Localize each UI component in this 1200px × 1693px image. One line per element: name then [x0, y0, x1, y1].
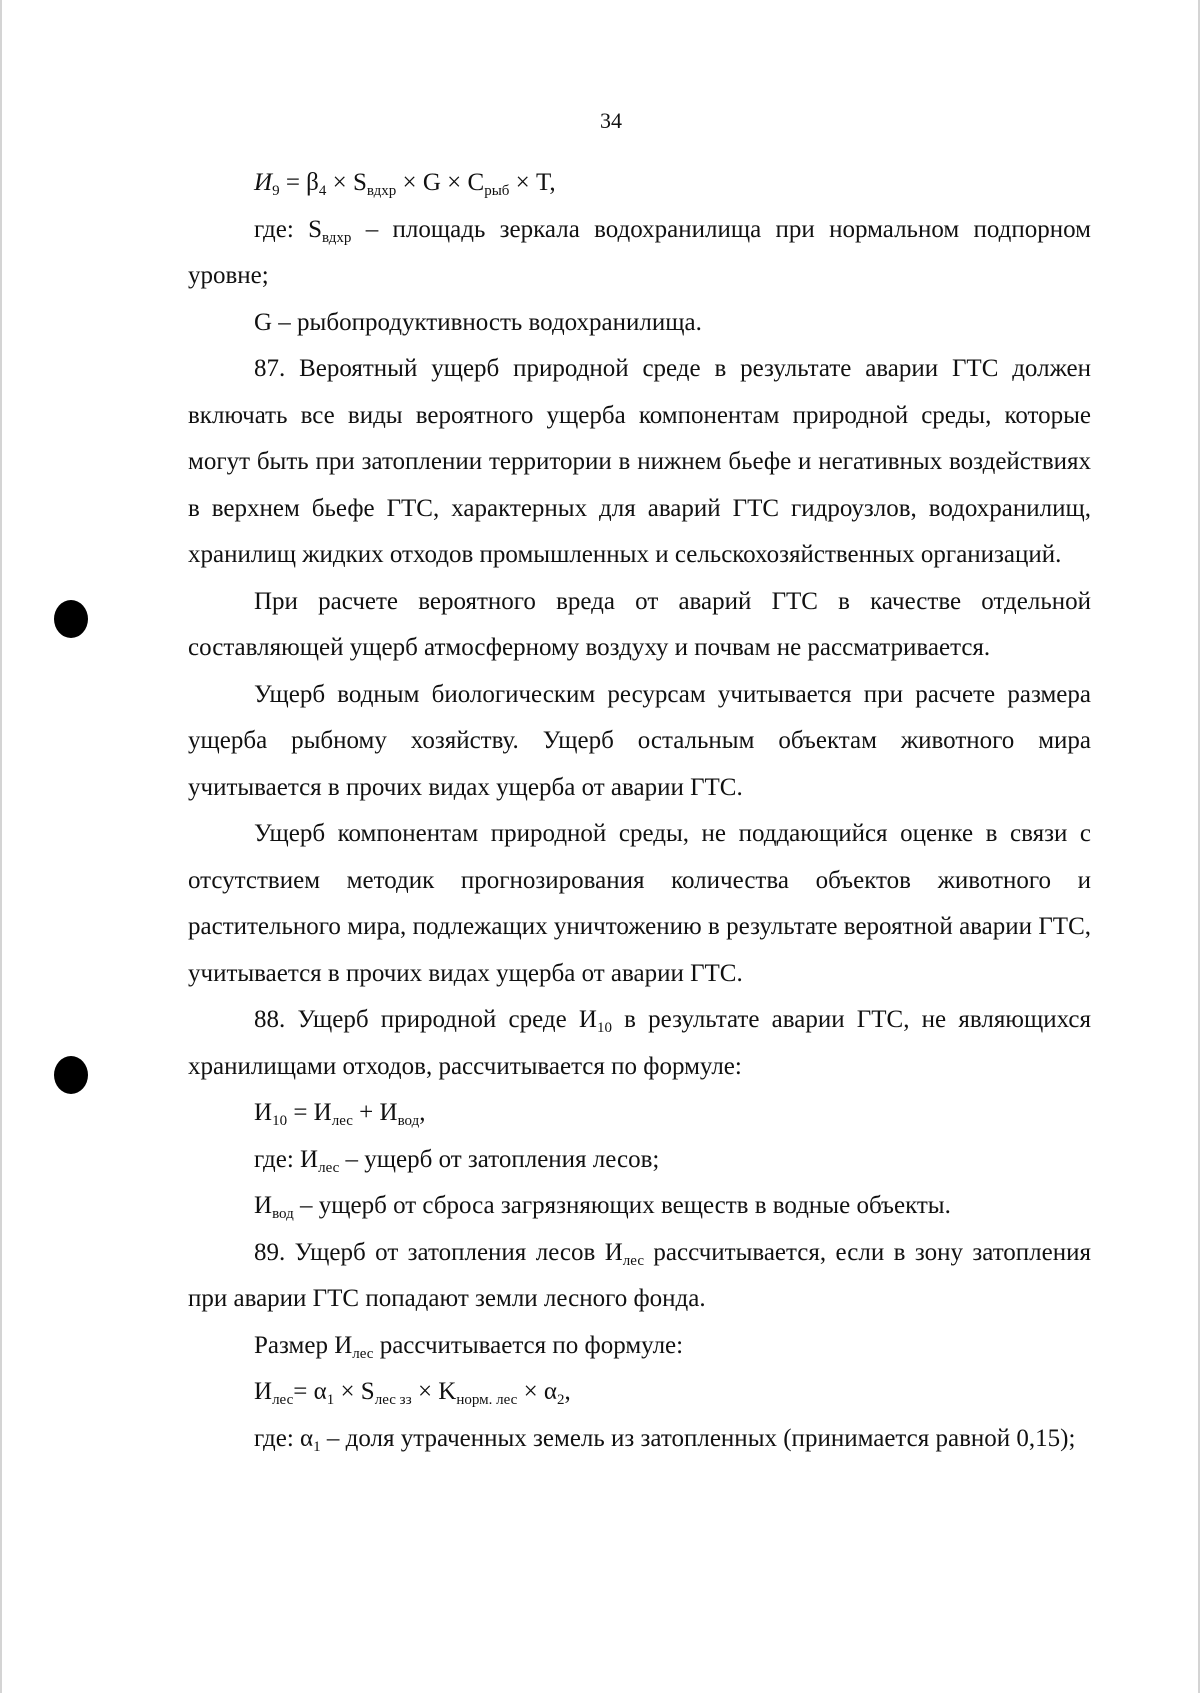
paragraph-89: 89. Ущерб от затопления лесов $И_{лес}$ рассчитывается, если в зону затопления при аварии ГТС попадают земли лесного фонда. [188, 1238, 1091, 1312]
page-number: 34 [600, 108, 622, 133]
definition-alpha1: где: $\alpha_1$ – доля утраченных земель из затопленных (принимается равной 0,15); [254, 1424, 1076, 1455]
punch-hole-bottom [54, 1056, 88, 1094]
definition-g: G – рыбопродуктивность водохранилища. [254, 308, 702, 336]
formula-i-les: $И_{лес}= \alpha_1 \times S_{лес зз} \times K_{норм. лес} \times \alpha_2$, [254, 1378, 571, 1408]
size-formula-intro: Размер $И_{лес}$ рассчитывается по формуле: [254, 1331, 684, 1362]
formula-i9-lhs: И [254, 169, 273, 196]
definition-s: где: $S_{вдхр}$ – площадь зеркала водохранилища при нормальном подпорном уровне; [188, 215, 1091, 289]
formula-i9: $И_9 = \beta_4 \times S_{вдхр} \times G \times C_{рыб} \times T$, [254, 169, 556, 199]
paragraph-bio-resources: Ущерб водным биологическим ресурсам учитывается при расчете размера ущерба рыбному хозяйству. Ущерб остальным объектам животного мира учитывается в прочих видах ущерба от аварии ГТС. [188, 680, 1091, 801]
paragraph-atmosphere: При расчете вероятного вреда от аварий ГТС в качестве отдельной составляющей ущерб атмосферному воздуху и почвам не рассматривается. [188, 587, 1091, 661]
formula-i10: $И_{10} = И_{лес} + И_{вод}$, [254, 1099, 426, 1129]
paragraph-88: 88. Ущерб природной среде $И_{10}$ в результате аварии ГТС, не являющихся хранилищами отходов, рассчитывается по формуле: [188, 1006, 1091, 1080]
punch-hole-top [54, 600, 88, 638]
document-body [188, 160, 1091, 1462]
paragraph-components: Ущерб компонентам природной среды, не поддающийся оценке в связи с отсутствием методик прогнозирования количества объектов животного и растительного мира, подлежащих уничтожению в результате вероятной аварии ГТС, учитывается в прочих видах ущерба от аварии ГТС. [188, 820, 1091, 987]
definition-i-vod: $И_{вод}$ – ущерб от сброса загрязняющих веществ в водные объекты. [254, 1192, 951, 1222]
paragraph-87: 87. Вероятный ущерб природной среде в результате аварии ГТС должен включать все виды вероятного ущерба компонентам природной среды, которые могут быть при затоплении территории в нижнем бьефе и негативных воздействиях в верхнем бьефе ГТС, характерных для аварий ГТС гидроузлов, водохранилищ, хранилищ жидких отходов промышленных и сельскохозяйственных организаций. [188, 355, 1091, 568]
definition-i-les: где: $И_{лес}$ – ущерб от затопления лесов; [254, 1145, 660, 1176]
page-edge-left [0, 0, 2, 1693]
